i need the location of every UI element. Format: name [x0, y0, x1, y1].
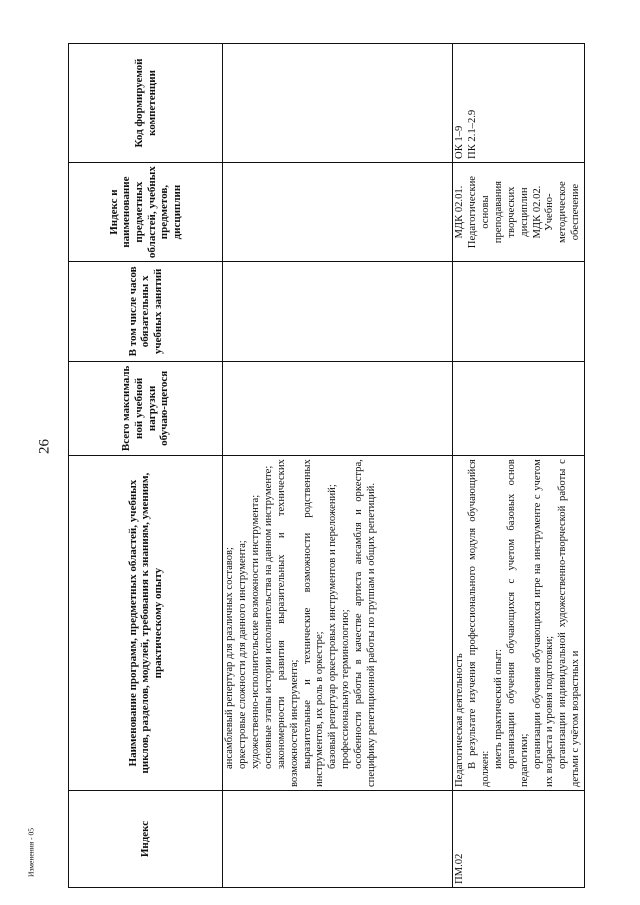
header-row — [69, 44, 223, 888]
requirement-line: иметь практический опыт: — [492, 649, 504, 770]
row1-disciplines — [223, 162, 453, 261]
requirement-line: организации обучения обучающихся с учетом базовых основ педагогики; — [505, 459, 530, 788]
row2-max-load — [453, 361, 585, 456]
requirement-line: закономерности развития выразительных и технических возможностей инструмента; — [275, 459, 300, 788]
rotated-table-sheet — [68, 43, 582, 888]
requirement-line: особенности работы в качестве артиста ансамбля и оркестра, специфику репетиционной работы по группам и общих репетиций. — [353, 459, 378, 788]
header-name: Наименование программ, предметных областей, учебных циклов, разделов, модулей, требования к знаниям, умениям, практическому опыту — [69, 456, 223, 791]
header-disciplines: Индекс и наименование предметных областей, учебных предметов, дисциплин — [69, 162, 223, 261]
requirement-line: оркестровые сложности для данного инструмента; — [236, 540, 248, 770]
requirement-line: В результате изучения профессионального модуля обучающийся должен: — [466, 459, 491, 788]
competence-code: ОК 1–9 — [454, 125, 465, 159]
discipline-code: МДК 02.02. — [531, 185, 543, 239]
row1-included-hours — [223, 262, 453, 361]
row1-requirements — [223, 456, 453, 791]
table-row — [223, 44, 453, 888]
header-competence: Код формируемой компетенции — [69, 44, 223, 163]
row2-requirements — [453, 456, 585, 791]
requirement-line: художественно-исполнительские возможности инструмента; — [249, 494, 261, 770]
requirement-line: организации индивидуальной художественно-творческой работы с детьми с учётом возрастных и — [557, 459, 582, 788]
row1-competence — [223, 44, 453, 163]
row2-included-hours — [453, 262, 585, 361]
discipline-name: Педагогические основы преподавания творческих дисциплин — [466, 175, 530, 249]
module-title: Педагогическая деятельность — [454, 653, 465, 788]
page-number: 26 — [36, 439, 53, 454]
row2-index: ПМ.02 — [453, 791, 585, 888]
competence-code: ПК 2.1–2.9 — [466, 109, 478, 159]
requirement-line: профессиональную терминологию; — [340, 609, 352, 770]
header-index: Индекс — [69, 791, 223, 888]
header-max-load: Всего максималь ной учебной нагрузки обучаю-щегося — [69, 361, 223, 456]
header-included-hours: В том числе часов обязательны х учебных занятий — [69, 262, 223, 361]
curriculum-table — [68, 43, 585, 888]
table-row — [453, 44, 585, 888]
discipline-name: Учебно-методическое обеспечение — [544, 181, 582, 243]
row1-max-load — [223, 361, 453, 456]
requirement-line: выразительные и технические возможности родственных инструментов, их роль в оркестре; — [301, 459, 326, 788]
row2-competence — [453, 44, 585, 163]
requirement-line: базовый репертуар оркестровых инструментов и переложений; — [327, 484, 339, 770]
requirement-line: организации обучения обучающихся игре на инструменте с учетом их возраста и уровня подготовки; — [531, 459, 556, 788]
requirement-line: ансамблевый репертуар для различных составов; — [224, 547, 235, 770]
discipline-code: МДК 02.01. — [454, 185, 465, 239]
row1-index — [223, 791, 453, 888]
footer-note: Изменения - 05 — [26, 828, 36, 877]
row2-disciplines — [453, 162, 585, 261]
requirement-line: основные этапы истории исполнительства на данном инструменте; — [262, 465, 274, 770]
